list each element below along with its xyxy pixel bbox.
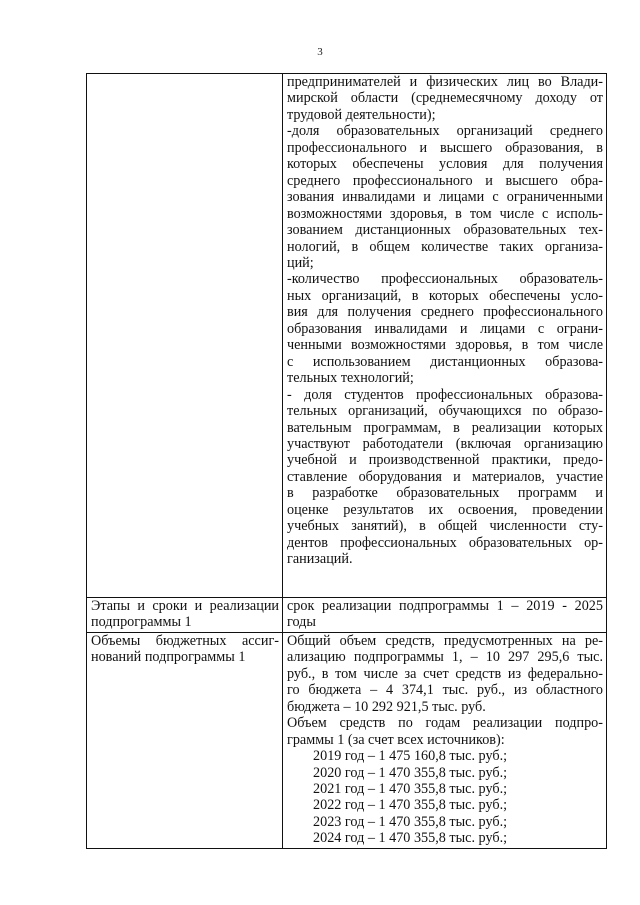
text-line: Объем средств по годам реализации подпро- bbox=[287, 715, 603, 732]
text-line: мирской области (среднемесячному доходу от bbox=[287, 90, 603, 107]
text-line: тельных организаций, обучающихся по образо- bbox=[287, 403, 603, 420]
year-line: 2021 год – 1 470 355,8 тыс. руб.; bbox=[313, 780, 508, 797]
text-line: вательным программам, в реализации которых bbox=[287, 419, 603, 436]
indicators-cell bbox=[283, 74, 607, 598]
row-value-cell bbox=[283, 632, 607, 848]
text-line: оценке результатов их освоения, проведении bbox=[287, 501, 603, 518]
text-line: ченными возможностями здоровья, в том числе bbox=[287, 337, 603, 354]
passport-table bbox=[86, 73, 607, 849]
row-label-cell bbox=[87, 598, 283, 633]
text-line: ганизаций. bbox=[287, 551, 353, 568]
table-row-indicators bbox=[87, 74, 607, 598]
text-line: зованием дистанционных образовательных тех- bbox=[287, 222, 603, 239]
row-label-cell bbox=[87, 74, 283, 598]
table-row-budget bbox=[87, 632, 607, 848]
row-label-line: нований подпрограммы 1 bbox=[91, 649, 246, 666]
text-line: -доля образовательных организаций среднего bbox=[287, 123, 603, 140]
year-line: 2020 год – 1 470 355,8 тыс. руб.; bbox=[313, 764, 508, 781]
text-line: граммы 1 (за счет всех источников): bbox=[287, 731, 505, 748]
text-line: ных организаций, в которых обеспечены усло- bbox=[287, 287, 603, 304]
text-line: -количество профессиональных образователь- bbox=[287, 271, 603, 288]
text-line: с использованием дистанционных образова- bbox=[287, 353, 603, 370]
row-value-cell bbox=[283, 598, 607, 633]
text-line: участвуют работодатели (включая организацию bbox=[287, 435, 603, 452]
text-line: Общий объем средств, предусмотренных на ре- bbox=[287, 632, 603, 649]
row-label-cell bbox=[87, 632, 283, 848]
year-line: 2023 год – 1 470 355,8 тыс. руб.; bbox=[313, 813, 508, 830]
text-line: в разработке образовательных программ и bbox=[287, 485, 603, 502]
text-line: трудовой деятельности); bbox=[287, 106, 436, 123]
text-line: руб., в том числе за счет средств из федерально- bbox=[287, 665, 603, 682]
text-line: которых обеспечены условия для получения bbox=[287, 156, 603, 173]
text-line: вия для получения среднего профессионального bbox=[287, 304, 603, 321]
row-label-line: Объемы бюджетных ассиг- bbox=[91, 632, 279, 649]
text-line: срок реализации подпрограммы 1 – 2019 - 2025 bbox=[287, 598, 603, 614]
text-line: ализацию подпрограммы 1, – 10 297 295,6 тыс. bbox=[287, 649, 603, 666]
text-line: учебных занятий), в общей численности сту- bbox=[287, 518, 603, 535]
row-label-line: Этапы и сроки и реализации bbox=[91, 598, 279, 614]
text-line: среднего профессионального и высшего обра- bbox=[287, 172, 603, 189]
text-line: дентов профессиональных образовательных ор- bbox=[287, 534, 603, 551]
text-line: предпринимателей и физических лиц во Влади- bbox=[287, 74, 603, 90]
text-line: годы bbox=[287, 614, 316, 631]
table-row-stages bbox=[87, 598, 607, 633]
row-label-line: подпрограммы 1 bbox=[91, 614, 192, 631]
page-number: 3 bbox=[317, 46, 323, 58]
year-line: 2019 год – 1 475 160,8 тыс. руб.; bbox=[313, 748, 508, 765]
text-line: го бюджета – 4 374,1 тыс. руб., из областного bbox=[287, 682, 603, 699]
text-line: профессионального и высшего образования, в bbox=[287, 139, 603, 156]
text-line: ций; bbox=[287, 254, 314, 271]
year-line: 2022 год – 1 470 355,8 тыс. руб.; bbox=[313, 797, 508, 814]
text-line: возможностями здоровья, в том числе с исполь- bbox=[287, 205, 603, 222]
text-line: нологий, в общем количестве таких организа- bbox=[287, 238, 603, 255]
text-line: ставление оборудования и материалов, участие bbox=[287, 468, 603, 485]
text-line: зования инвалидами и лицами с ограниченными bbox=[287, 189, 603, 206]
year-line: 2024 год – 1 470 355,8 тыс. руб.; bbox=[313, 830, 508, 847]
text-line: образования инвалидами и лицами с ограни- bbox=[287, 320, 603, 337]
text-line: учебной и производственной практики, предо- bbox=[287, 452, 603, 469]
text-line: бюджета – 10 292 921,5 тыс. руб. bbox=[287, 698, 486, 715]
text-line: - доля студентов профессиональных образова- bbox=[287, 386, 603, 403]
text-line: тельных технологий; bbox=[287, 370, 414, 387]
